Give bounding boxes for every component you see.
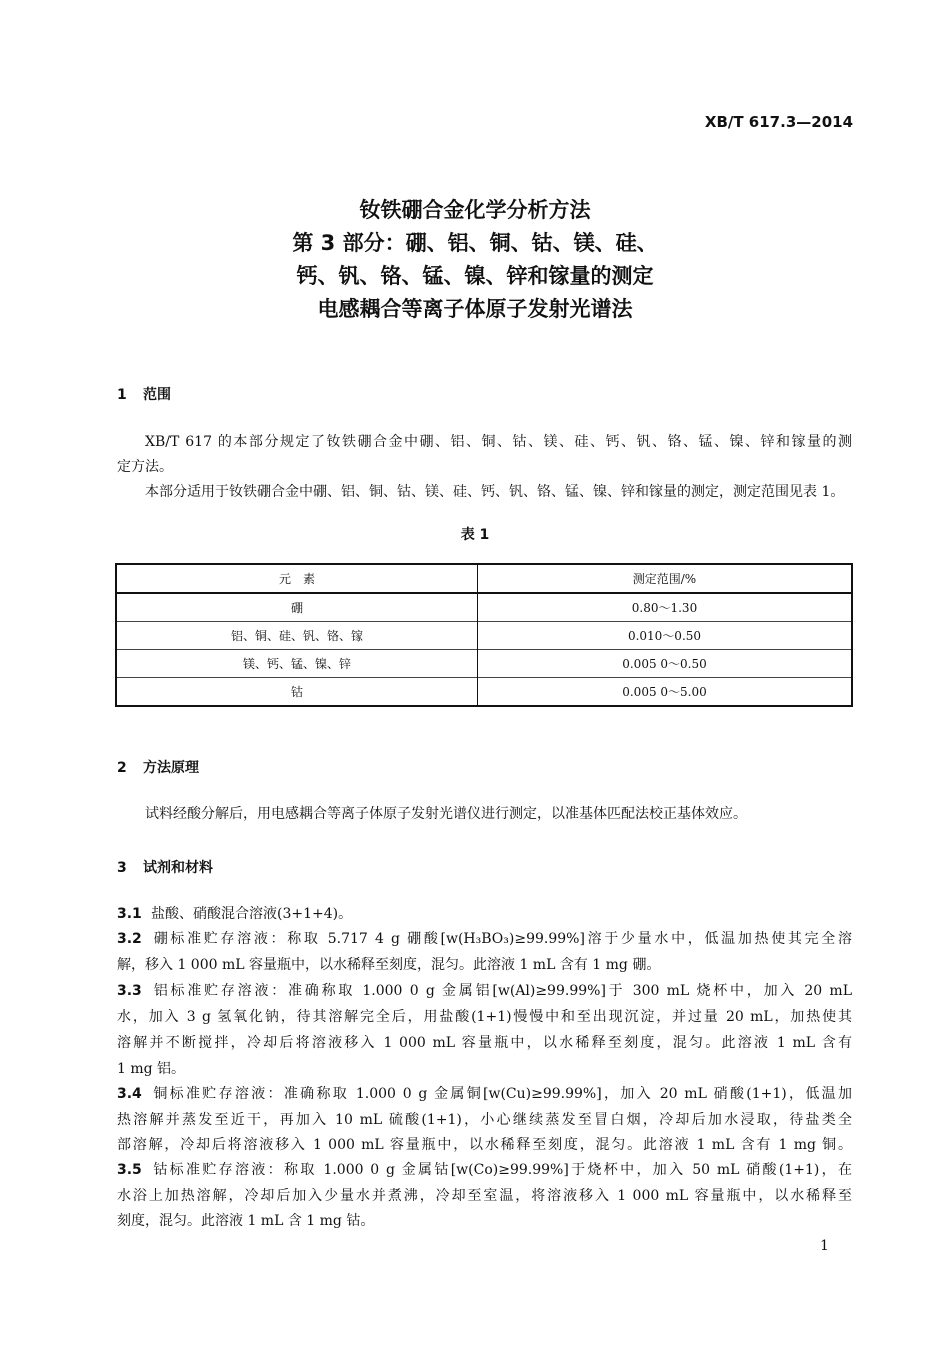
range-cell: 0.010～0.50: [478, 622, 853, 650]
paragraph-line: 定方法。: [117, 459, 173, 475]
paragraph-line: 试料经酸分解后，用电感耦合等离子体原子发射光谱仪进行测定，以准基体匹配法校正基体效应。: [145, 806, 747, 822]
reagent-line: [117, 979, 852, 1005]
element-cell: 硼: [116, 593, 478, 622]
title-line: 钙、钒、铬、锰、镍、锌和镓量的测定: [296, 264, 654, 288]
page-number: 1: [820, 1238, 829, 1254]
clause-text: 硼标准贮存溶液：称取 5.717 4 g 硼酸[w(H₃BO₃)≥99.99%]溶于少量水中，低温加热使其完全溶: [151, 931, 852, 947]
element-cell: 钴: [116, 678, 478, 707]
table-row: [116, 650, 852, 678]
clause-number: 3.4: [117, 1086, 142, 1102]
clause-number: 3.3: [117, 983, 142, 999]
reagent-line: 水浴上加热溶解，冷却后加入少量水并煮沸，冷却至室温，将溶液移入 1 000 mL 容量瓶中，以水稀释至: [117, 1188, 852, 1204]
section-title: 方法原理: [143, 760, 199, 776]
document-title: [0, 194, 950, 326]
header-cell: 测定范围/%: [478, 564, 853, 593]
paragraph-line: 本部分适用于钕铁硼合金中硼、铝、铜、钴、镁、硅、钙、钒、铬、锰、镍、锌和镓量的测定，测定范围见表 1。: [145, 484, 845, 500]
table-header-row: [116, 564, 852, 593]
title-line: 钕铁硼合金化学分析方法: [359, 198, 591, 222]
range-cell: 0.005 0～5.00: [478, 678, 853, 707]
paragraph-line: XB/T 617 的本部分规定了钕铁硼合金中硼、铝、铜、钴、镁、硅、钙、钒、铬、锰、镍、锌和镓量的测: [145, 434, 852, 450]
section-title: 试剂和材料: [143, 860, 213, 876]
clause-text: 铜标准贮存溶液：准确称取 1.000 0 g 金属铜[w(Cu)≥99.99%]，加入 20 mL 硝酸(1+1)，低温加: [151, 1086, 852, 1102]
table-row: [116, 622, 852, 650]
range-cell: 0.80～1.30: [478, 593, 853, 622]
header-cell: 元 素: [278, 572, 315, 586]
section-heading-scope: [117, 384, 171, 404]
table-row: [116, 678, 852, 707]
clause-number: 3.1: [117, 906, 142, 922]
reagent-line: 热溶解并蒸发至近干，再加入 10 mL 硫酸(1+1)，小心继续蒸发至冒白烟，冷却后加水浸取，待盐类全: [117, 1112, 852, 1128]
reagent-line: [117, 927, 852, 953]
table-row: [116, 593, 852, 622]
range-cell: 0.005 0～0.50: [478, 650, 853, 678]
clause-number: 3.5: [117, 1162, 142, 1178]
reagent-line: 1 mg 铝。: [117, 1061, 186, 1077]
section-number: 2: [117, 760, 127, 776]
title-line: 电感耦合等离子体原子发射光谱法: [317, 297, 633, 321]
title-line: 第 3 部分：硼、铝、铜、钴、镁、硅、: [292, 231, 658, 255]
section-title: 范围: [143, 387, 171, 403]
reagent-line: 溶解并不断搅拌，冷却后将溶液移入 1 000 mL 容量瓶中，以水稀释至刻度，混匀。此溶液 1 mL 含有: [117, 1035, 852, 1051]
clause-text: 盐酸、硝酸混合溶液(3+1+4)。: [151, 906, 353, 922]
section-heading-reagents: [117, 857, 213, 877]
reagent-line: [117, 902, 852, 928]
clause-number: 3.2: [117, 931, 142, 947]
reagent-line: [117, 1082, 852, 1108]
section-number: 1: [117, 387, 127, 403]
standard-code: XB/T 617.3—2014: [704, 113, 853, 131]
range-table: [115, 563, 853, 707]
reagent-line: 水，加入 3 g 氢氧化钠，待其溶解完全后，用盐酸(1+1)慢慢中和至出现沉淀，并过量 20 mL，加热使其: [117, 1009, 852, 1025]
reagent-line: 刻度，混匀。此溶液 1 mL 含 1 mg 钴。: [117, 1213, 375, 1229]
reagent-line: 部溶解，冷却后将溶液移入 1 000 mL 容量瓶中，以水稀释至刻度，混匀。此溶液 1 mL 含有 1 mg 铜。: [117, 1137, 852, 1153]
element-cell: 镁、钙、锰、镍、锌: [116, 650, 478, 678]
section-heading-principle: [117, 757, 199, 777]
reagent-line: [117, 1158, 852, 1184]
section-number: 3: [117, 860, 127, 876]
table-caption: 表 1: [460, 527, 490, 543]
clause-text: 钴标准贮存溶液：称取 1.000 0 g 金属钴[w(Co)≥99.99%]于烧杯中，加入 50 mL 硝酸(1+1)，在: [151, 1162, 852, 1178]
clause-text: 铝标准贮存溶液：准确称取 1.000 0 g 金属铝[w(Al)≥99.99%]于 300 mL 烧杯中，加入 20 mL: [151, 983, 852, 999]
element-cell: 铝、铜、硅、钒、铬、镓: [116, 622, 478, 650]
reagent-line: 解，移入 1 000 mL 容量瓶中，以水稀释至刻度，混匀。此溶液 1 mL 含有 1 mg 硼。: [117, 957, 661, 973]
